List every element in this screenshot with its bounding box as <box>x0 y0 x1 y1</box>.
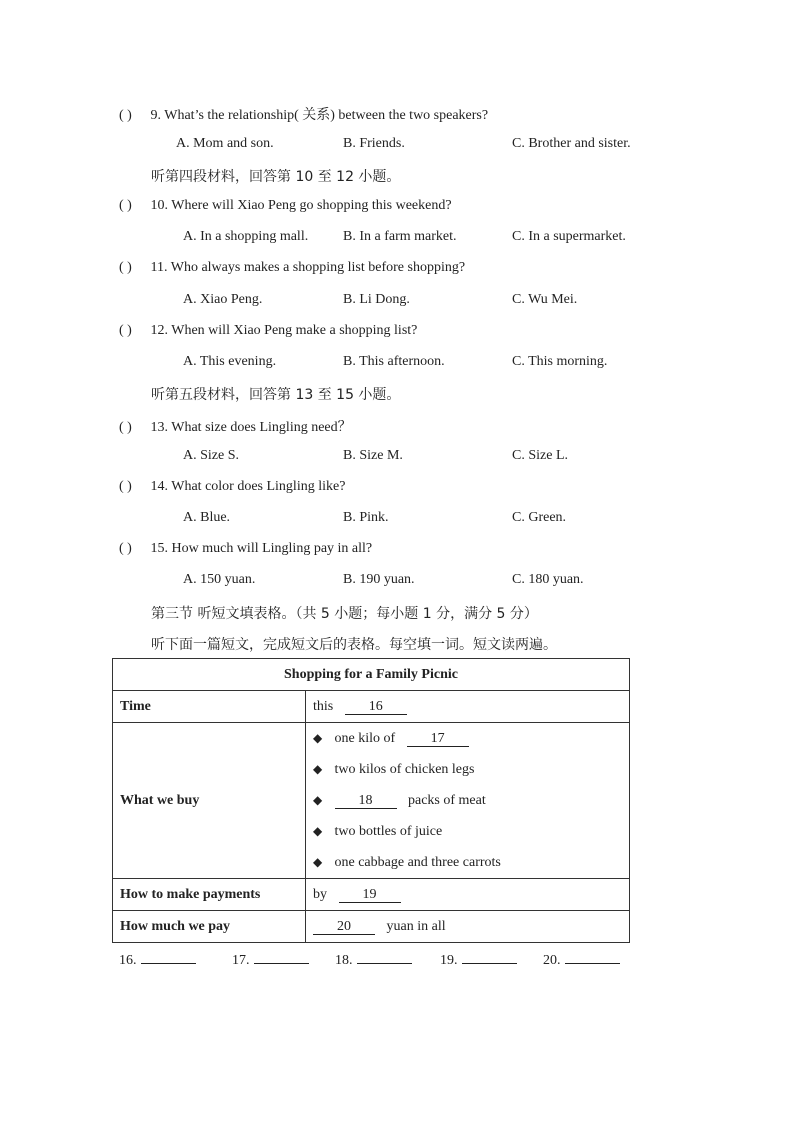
payment-cell <box>306 879 630 911</box>
option-b: B. Size M. <box>343 448 403 463</box>
diamond-bullet-icon: ◆ <box>313 762 323 776</box>
answer-slot-17 <box>232 951 309 969</box>
answer-line <box>462 951 517 964</box>
buy-item <box>313 723 622 754</box>
payment-label: How to make payments <box>113 879 306 911</box>
shopping-table <box>112 658 630 943</box>
section-header-part5: 听第五段材料，回答第 13 至 15 小题。 <box>151 387 401 403</box>
answer-paren: ( ) <box>119 108 132 123</box>
question-text: What’s the relationship( 关系) between the two speakers? <box>164 108 489 123</box>
buy-list <box>313 723 622 878</box>
option-b: B. In a farm market. <box>343 229 457 244</box>
answer-number: 16. <box>119 953 137 968</box>
question-text: Who always makes a shopping list before shopping? <box>170 260 466 275</box>
answer-number: 20. <box>543 953 561 968</box>
section-header-part4: 听第四段材料，回答第 10 至 12 小题。 <box>151 169 401 185</box>
blank-17: 17 <box>407 732 469 747</box>
blank-18: 18 <box>335 794 397 809</box>
option-a: A. This evening. <box>183 354 277 369</box>
question-number: 11. <box>150 260 168 275</box>
buy-cell <box>306 723 630 879</box>
question-number: 14. <box>150 479 168 494</box>
table-title: Shopping for a Family Picnic <box>113 659 630 691</box>
buy-item <box>313 816 622 847</box>
question-number: 12. <box>150 323 168 338</box>
blank-16: 16 <box>345 700 407 715</box>
option-a: A. Blue. <box>183 510 231 525</box>
buy-item-text: two kilos of chicken legs <box>334 762 475 777</box>
question-number: 10. <box>150 198 168 213</box>
option-a: A. Xiao Peng. <box>183 292 263 307</box>
pay-label: How much we pay <box>113 911 306 943</box>
buy-item <box>313 754 622 785</box>
time-cell <box>306 691 630 723</box>
diamond-bullet-icon: ◆ <box>313 793 323 807</box>
answer-number: 19. <box>440 953 458 968</box>
option-b: B. Friends. <box>343 136 405 151</box>
section-instructions: 听下面一篇短文，完成短文后的表格。每空填一词。短文读两遍。 <box>151 637 557 653</box>
question-number: 9. <box>150 108 161 123</box>
answer-line <box>357 951 412 964</box>
question-9 <box>119 104 488 124</box>
buy-item-text: one cabbage and three carrots <box>334 855 501 870</box>
option-b: B. 190 yuan. <box>343 572 415 587</box>
option-a: A. Size S. <box>183 448 239 463</box>
option-c: C. Green. <box>512 510 567 525</box>
question-number: 15. <box>150 541 168 556</box>
option-b: B. This afternoon. <box>343 354 445 369</box>
answer-paren: ( ) <box>119 260 132 275</box>
option-c: C. Wu Mei. <box>512 292 578 307</box>
question-text: What size does Lingling need？ <box>171 420 352 435</box>
option-b: B. Pink. <box>343 510 389 525</box>
option-b: B. Li Dong. <box>343 292 410 307</box>
time-label: Time <box>113 691 306 723</box>
buy-item-text: one kilo of <box>334 731 396 746</box>
question-10 <box>119 198 452 214</box>
answer-paren: ( ) <box>119 479 132 494</box>
answer-paren: ( ) <box>119 420 132 435</box>
question-number: 13. <box>150 420 168 435</box>
answer-slot-16 <box>119 951 196 969</box>
diamond-bullet-icon: ◆ <box>313 824 323 838</box>
question-13 <box>119 416 352 436</box>
option-a: A. Mom and son. <box>176 136 274 151</box>
question-text: Where will Xiao Peng go shopping this weekend? <box>171 198 452 213</box>
option-c: C. In a supermarket. <box>512 229 626 244</box>
blank-19: 19 <box>339 888 401 903</box>
answer-paren: ( ) <box>119 541 132 556</box>
pay-suffix: yuan in all <box>386 918 446 934</box>
question-15 <box>119 541 372 557</box>
payment-prefix: by <box>313 886 327 902</box>
blank-20: 20 <box>313 920 375 935</box>
option-a: A. 150 yuan. <box>183 572 256 587</box>
option-c: C. 180 yuan. <box>512 572 584 587</box>
option-c: C. This morning. <box>512 354 608 369</box>
buy-label: What we buy <box>113 723 306 879</box>
question-text: When will Xiao Peng make a shopping list? <box>171 323 418 338</box>
time-prefix: this <box>313 698 334 714</box>
answer-number: 17. <box>232 953 250 968</box>
question-text: How much will Lingling pay in all? <box>171 541 373 556</box>
section-header-section3: 第三节 听短文填表格。（共 5 小题；每小题 1 分，满分 5 分） <box>151 606 538 622</box>
answer-slot-18 <box>335 951 412 969</box>
answer-paren: ( ) <box>119 198 132 213</box>
answer-line <box>141 951 196 964</box>
answer-slot-19 <box>440 951 517 969</box>
option-a: A. In a shopping mall. <box>183 229 309 244</box>
question-text: What color does Lingling like? <box>171 479 346 494</box>
question-12 <box>119 323 417 339</box>
option-c: C. Brother and sister. <box>512 136 631 151</box>
answer-slot-20 <box>543 951 620 969</box>
question-11 <box>119 260 465 276</box>
buy-item-text: packs of meat <box>408 793 486 808</box>
option-c: C. Size L. <box>512 448 568 463</box>
buy-item <box>313 847 622 878</box>
diamond-bullet-icon: ◆ <box>313 731 323 745</box>
buy-item-text: two bottles of juice <box>334 824 443 839</box>
question-14 <box>119 479 345 495</box>
answer-line <box>565 951 620 964</box>
answer-number: 18. <box>335 953 353 968</box>
diamond-bullet-icon: ◆ <box>313 855 323 869</box>
buy-item <box>313 785 622 816</box>
pay-cell <box>306 911 630 943</box>
answer-line <box>254 951 309 964</box>
answer-paren: ( ) <box>119 323 132 338</box>
